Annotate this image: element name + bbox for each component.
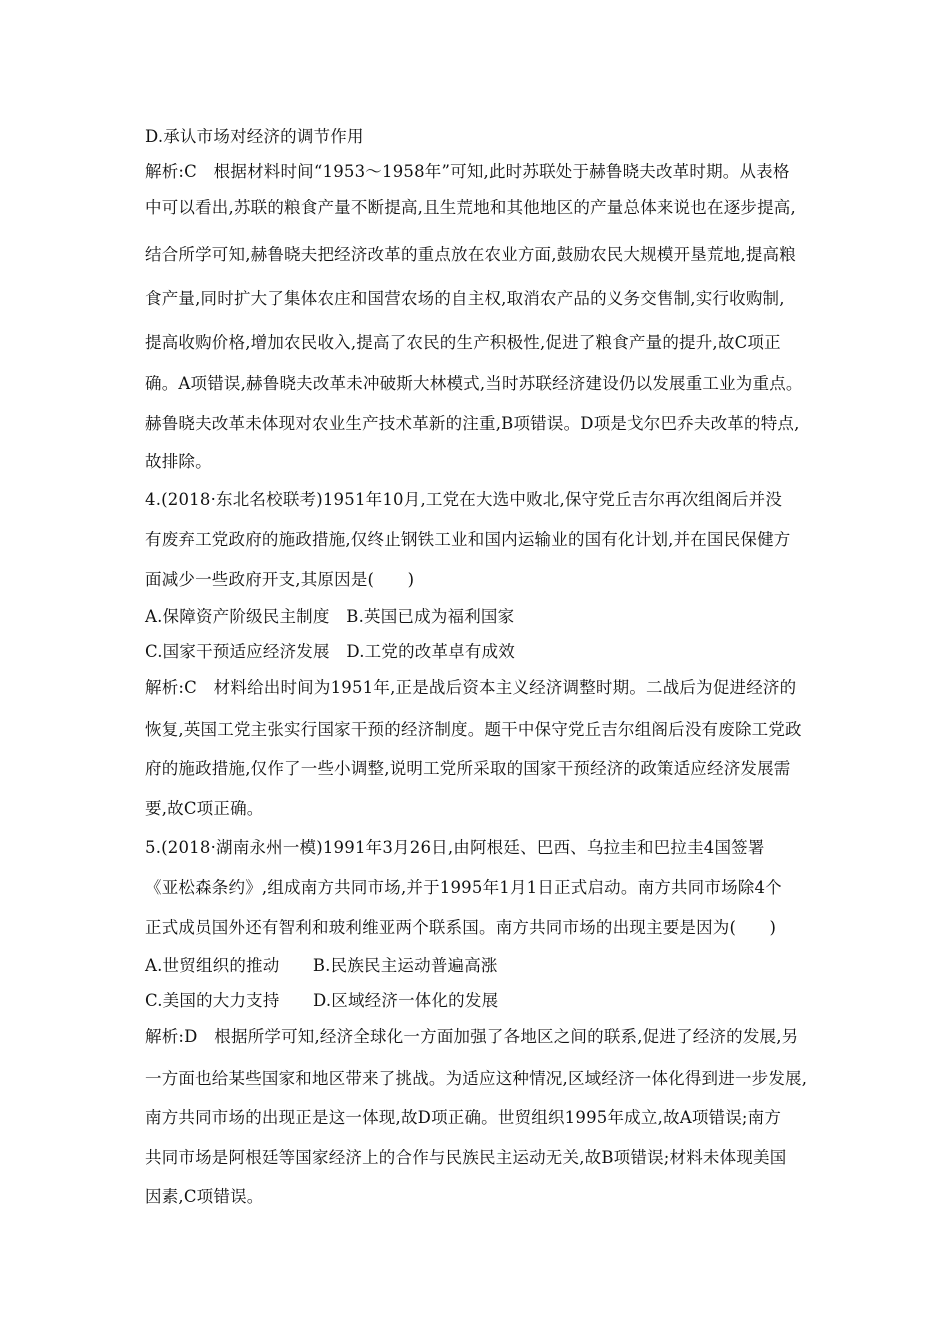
question-5-line-2: 《亚松森条约》,组成南方共同市场,并于1995年1月1日正式启动。南方共同市场除4个	[145, 878, 782, 897]
analysis-q5-line-1: 解析:D 根据所学可知,经济全球化一方面加强了各地区之间的联系,促进了经济的发展,另	[145, 1027, 799, 1046]
analysis-q3-line-8: 故排除。	[145, 452, 212, 471]
question-4-options-ab: A.保障资产阶级民主制度 B.英国已成为福利国家	[145, 607, 515, 626]
analysis-q5-line-5: 因素,C项错误。	[145, 1187, 264, 1206]
analysis-q3-line-1: 解析:C 根据材料时间“1953～1958年”可知,此时苏联处于赫鲁晓夫改革时期。从表格	[145, 162, 790, 181]
question-5-line-1: 5.(2018·湖南永州一模)1991年3月26日,由阿根廷、巴西、乌拉圭和巴拉圭4国签署	[145, 838, 765, 857]
question-4-options-cd: C.国家干预适应经济发展 D.工党的改革卓有成效	[145, 642, 515, 661]
analysis-q3-line-3: 结合所学可知,赫鲁晓夫把经济改革的重点放在农业方面,鼓励农民大规模开垦荒地,提高粮	[145, 245, 796, 264]
analysis-q3-line-5: 提高收购价格,增加农民收入,提高了农民的生产积极性,促进了粮食产量的提升,故C项正	[145, 333, 781, 352]
analysis-q3-line-2: 中可以看出,苏联的粮食产量不断提高,且生荒地和其他地区的产量总体来说也在逐步提高,	[145, 198, 796, 217]
analysis-q4-line-1: 解析:C 材料给出时间为1951年,正是战后资本主义经济调整时期。二战后为促进经济的	[145, 678, 797, 697]
question-5-line-3: 正式成员国外还有智利和玻利维亚两个联系国。南方共同市场的出现主要是因为( )	[145, 918, 777, 937]
question-4-line-3: 面减少一些政府开支,其原因是( )	[145, 570, 415, 589]
analysis-q5-line-4: 共同市场是阿根廷等国家经济上的合作与民族民主运动无关,故B项错误;材料未体现美国	[145, 1148, 787, 1167]
analysis-q4-line-4: 要,故C项正确。	[145, 799, 264, 818]
analysis-q5-line-3: 南方共同市场的出现正是这一体现,故D项正确。世贸组织1995年成立,故A项错误;南方	[145, 1108, 782, 1127]
analysis-q4-line-2: 恢复,英国工党主张实行国家干预的经济制度。题干中保守党丘吉尔组阁后没有废除工党政	[145, 720, 802, 739]
analysis-q3-line-7: 赫鲁晓夫改革未体现对农业生产技术革新的注重,B项错误。D项是戈尔巴乔夫改革的特点,	[145, 414, 800, 433]
analysis-q3-line-6: 确。A项错误,赫鲁晓夫改革未冲破斯大林模式,当时苏联经济建设仍以发展重工业为重点。	[145, 374, 803, 393]
question-5-options-ab: A.世贸组织的推动 B.民族民主运动普遍高涨	[145, 956, 498, 975]
analysis-q3-line-4: 食产量,同时扩大了集体农庄和国营农场的自主权,取消农产品的义务交售制,实行收购制,	[145, 289, 785, 308]
analysis-q5-line-2: 一方面也给某些国家和地区带来了挑战。为适应这种情况,区域经济一体化得到进一步发展,	[145, 1069, 808, 1088]
option-d-q3: D.承认市场对经济的调节作用	[145, 127, 364, 146]
question-4-line-1: 4.(2018·东北名校联考)1951年10月,工党在大选中败北,保守党丘吉尔再次组阁后并没	[145, 490, 783, 509]
question-4-line-2: 有废弃工党政府的施政措施,仅终止钢铁工业和国内运输业的国有化计划,并在国民保健方	[145, 530, 791, 549]
question-5-options-cd: C.美国的大力支持 D.区域经济一体化的发展	[145, 991, 499, 1010]
analysis-q4-line-3: 府的施政措施,仅作了一些小调整,说明工党所采取的国家干预经济的政策适应经济发展需	[145, 759, 791, 778]
